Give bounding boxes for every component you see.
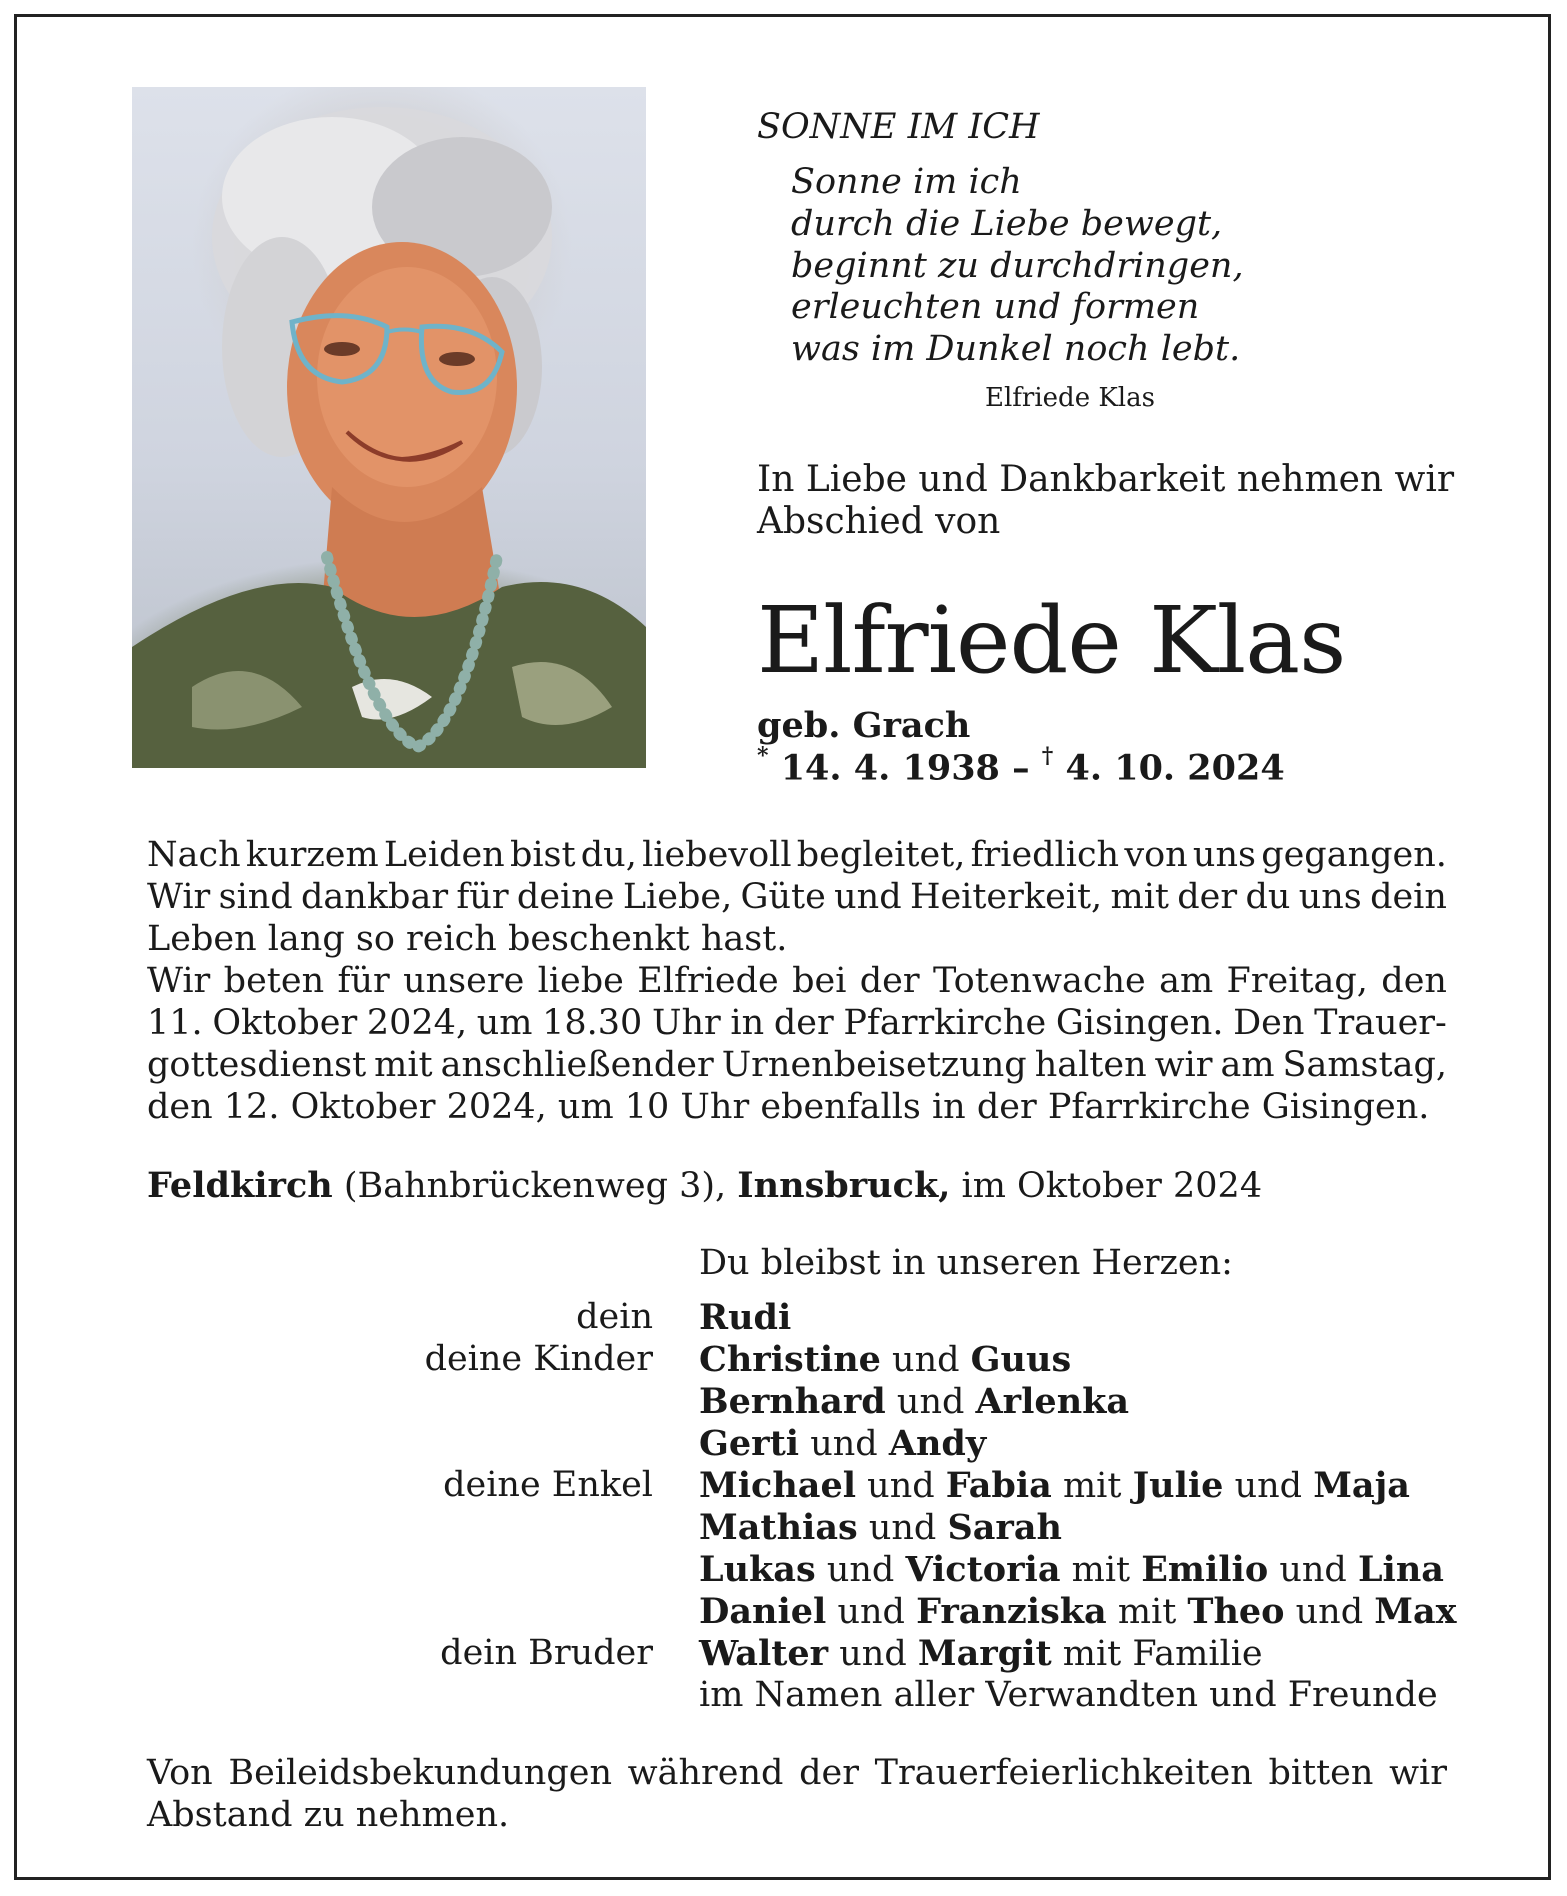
life-dates <box>757 743 1285 789</box>
word: begleitet, <box>796 835 966 875</box>
word: Uhr <box>651 1003 721 1043</box>
connector-text: und <box>828 1634 918 1674</box>
word: am <box>1220 1045 1275 1085</box>
poem-line: beginnt zu durchdringen, <box>791 246 1244 286</box>
connector-text: und <box>815 1550 906 1590</box>
word: Güte <box>740 877 826 917</box>
relation-label: deine Kinder <box>424 1339 653 1379</box>
word: wir <box>1389 1753 1447 1793</box>
word: für <box>337 961 390 1001</box>
mourner-name: Lukas <box>699 1549 816 1590</box>
word: sind <box>218 877 293 917</box>
connector-text: und <box>885 1382 976 1422</box>
word: Trauerfeierlichkeiten <box>874 1753 1253 1793</box>
mourner-names <box>699 1633 1263 1674</box>
place-date-line <box>147 1165 1262 1206</box>
word: mit <box>374 1045 433 1085</box>
mourner-names <box>699 1591 1457 1632</box>
word: Pfarrkirche <box>843 1003 1047 1043</box>
word: der <box>773 1003 834 1043</box>
word: um <box>476 1003 533 1043</box>
word: dein <box>1370 877 1447 917</box>
connector-text: und <box>880 1340 971 1380</box>
relation-label: deine Enkel <box>443 1465 653 1505</box>
mourner-name: Victoria <box>905 1549 1061 1590</box>
word: 18.30 <box>542 1003 643 1043</box>
connector-text: und <box>826 1592 917 1632</box>
birth-symbol: * <box>757 743 769 769</box>
connector-text: und <box>857 1508 948 1548</box>
word: Freitag, <box>1226 961 1368 1001</box>
word: Leiden <box>383 835 505 875</box>
closing-line: Abstand zu nehmen. <box>147 1795 510 1835</box>
mourner-name: Theo <box>1187 1591 1285 1632</box>
portrait-illustration <box>132 87 646 768</box>
word: Beileidsbekundungen <box>228 1753 612 1793</box>
connector-text: mit <box>1051 1466 1133 1506</box>
body-line: den 12. Oktober 2024, um 10 Uhr ebenfalls in der Pfarrkirche Gisingen. <box>147 1087 1430 1127</box>
place-address: (Bahnbrückenweg 3), <box>332 1166 738 1206</box>
poem-line: durch die Liebe bewegt, <box>791 204 1223 244</box>
mourner-name: Daniel <box>699 1591 827 1632</box>
body-line: Leben lang so reich beschenkt hast. <box>147 919 788 959</box>
word: gegangen. <box>1261 835 1447 875</box>
word: 11. <box>147 1003 203 1043</box>
connector-text: mit Familie <box>1051 1634 1263 1674</box>
word: Elfriede <box>637 961 779 1001</box>
body-line <box>147 961 1447 1001</box>
place-city-2: Innsbruck, <box>737 1165 951 1206</box>
word: wir <box>1154 1045 1213 1085</box>
poem-line: was im Dunkel noch lebt. <box>791 329 1241 369</box>
connector-text: und <box>799 1424 889 1464</box>
poem-line: erleuchten und formen <box>791 287 1200 327</box>
death-date: 4. 10. 2024 <box>1065 747 1285 789</box>
word: friedlich <box>970 835 1120 875</box>
word: der <box>859 961 920 1001</box>
word: Den <box>1233 1003 1305 1043</box>
word: kurzem <box>245 835 379 875</box>
mourner-name: Fabia <box>945 1465 1052 1506</box>
word: den <box>1381 961 1447 1001</box>
mourner-name: Emilio <box>1141 1549 1269 1590</box>
mourner-name: Michael <box>699 1465 857 1506</box>
word: und <box>834 877 902 917</box>
mourner-names <box>699 1549 1444 1590</box>
connector-text: und <box>1268 1550 1358 1590</box>
word: Nach <box>147 835 241 875</box>
mourner-name: Maja <box>1313 1465 1410 1506</box>
closing-line <box>147 1753 1447 1793</box>
mourner-name: Lina <box>1357 1549 1444 1590</box>
body-line <box>147 1045 1447 1085</box>
word: der <box>799 1753 859 1793</box>
body-line <box>147 835 1447 875</box>
mourner-name: Andy <box>888 1423 987 1464</box>
connector-text: mit <box>1106 1592 1188 1632</box>
word: Urnenbeisetzung <box>721 1045 1027 1085</box>
poem-line: Sonne im ich <box>791 162 1022 202</box>
intro-line: In Liebe und Dankbarkeit nehmen wir <box>757 459 1455 500</box>
mourner-name: Franziska <box>916 1591 1107 1632</box>
word: dankbar <box>301 877 449 917</box>
mourner-name: Gerti <box>699 1423 800 1464</box>
death-symbol: † <box>1041 743 1054 769</box>
portrait-photo <box>132 87 646 768</box>
word: 2024, <box>366 1003 468 1043</box>
word: bist <box>509 835 576 875</box>
place-city-1: Feldkirch <box>147 1165 333 1206</box>
mourner-name: Guus <box>970 1339 1072 1380</box>
word: Wir <box>147 877 211 917</box>
date-dash: – <box>1012 747 1030 789</box>
word: deine <box>516 877 615 917</box>
word: der <box>1177 877 1238 917</box>
mourner-name: Rudi <box>699 1297 792 1338</box>
birth-date: 14. 4. 1938 <box>780 747 1000 789</box>
mourner-name: Christine <box>699 1339 881 1380</box>
word: liebevoll <box>642 835 792 875</box>
mourner-names <box>699 1423 986 1464</box>
word: halten <box>1034 1045 1147 1085</box>
word: in <box>730 1003 765 1043</box>
maiden-name: geb. Grach <box>757 705 971 746</box>
word: für <box>456 877 509 917</box>
mourner-names <box>699 1339 1071 1380</box>
word: Totenwache <box>933 961 1146 1001</box>
word: bitten <box>1268 1753 1374 1793</box>
mourner-names <box>699 1297 791 1338</box>
deceased-name: Elfriede Klas <box>757 587 1346 694</box>
word: uns <box>1192 835 1256 875</box>
word: beten <box>223 961 325 1001</box>
word: Gisingen. <box>1055 1003 1224 1043</box>
connector-text: im Namen aller Verwandten und Freunde <box>699 1675 1438 1715</box>
body-line <box>147 1003 1447 1043</box>
word: Liebe, <box>622 877 733 917</box>
poem-author: Elfriede Klas <box>985 383 1155 413</box>
word: anschließender <box>440 1045 714 1085</box>
mourner-name: Walter <box>699 1633 829 1674</box>
mourner-name: Margit <box>917 1633 1052 1674</box>
word: Von <box>147 1753 213 1793</box>
mourner-name: Arlenka <box>975 1381 1130 1422</box>
connector-text: und <box>1223 1466 1314 1506</box>
mourner-name: Julie <box>1132 1465 1224 1506</box>
word: liebe <box>537 961 624 1001</box>
word: unsere <box>403 961 525 1001</box>
connector-text: und <box>856 1466 946 1506</box>
obituary-notice <box>14 14 1551 1880</box>
mourner-name: Bernhard <box>699 1381 886 1422</box>
intro-line: Abschied von <box>757 501 1001 542</box>
mourner-name: Max <box>1374 1591 1457 1632</box>
word: uns <box>1298 877 1362 917</box>
word: von <box>1124 835 1188 875</box>
word: bei <box>792 961 847 1001</box>
mourner-names <box>699 1381 1129 1422</box>
word: Trauer- <box>1314 1003 1447 1043</box>
mourners-title: Du bleibst in unseren Herzen: <box>699 1243 1233 1283</box>
word: du <box>1245 877 1291 917</box>
poem-title: SONNE IM ICH <box>757 107 1040 147</box>
mourner-names <box>699 1675 1438 1715</box>
place-date: im Oktober 2024 <box>950 1166 1263 1206</box>
connector-text: und <box>1284 1592 1375 1632</box>
word: während <box>627 1753 784 1793</box>
word: Oktober <box>212 1003 358 1043</box>
relation-label: dein <box>576 1297 653 1337</box>
word: am <box>1159 961 1214 1001</box>
word: mit <box>1110 877 1169 917</box>
word: Samstag, <box>1282 1045 1447 1085</box>
word: gottesdienst <box>147 1045 367 1085</box>
mourner-name: Sarah <box>947 1507 1062 1548</box>
mourner-names <box>699 1465 1410 1506</box>
mourner-names <box>699 1507 1062 1548</box>
relation-label: dein Bruder <box>440 1633 653 1673</box>
word: Heiterkeit, <box>909 877 1103 917</box>
body-line <box>147 877 1447 917</box>
mourner-name: Mathias <box>699 1507 858 1548</box>
word: Wir <box>147 961 211 1001</box>
connector-text: mit <box>1060 1550 1142 1590</box>
word: du, <box>580 835 637 875</box>
